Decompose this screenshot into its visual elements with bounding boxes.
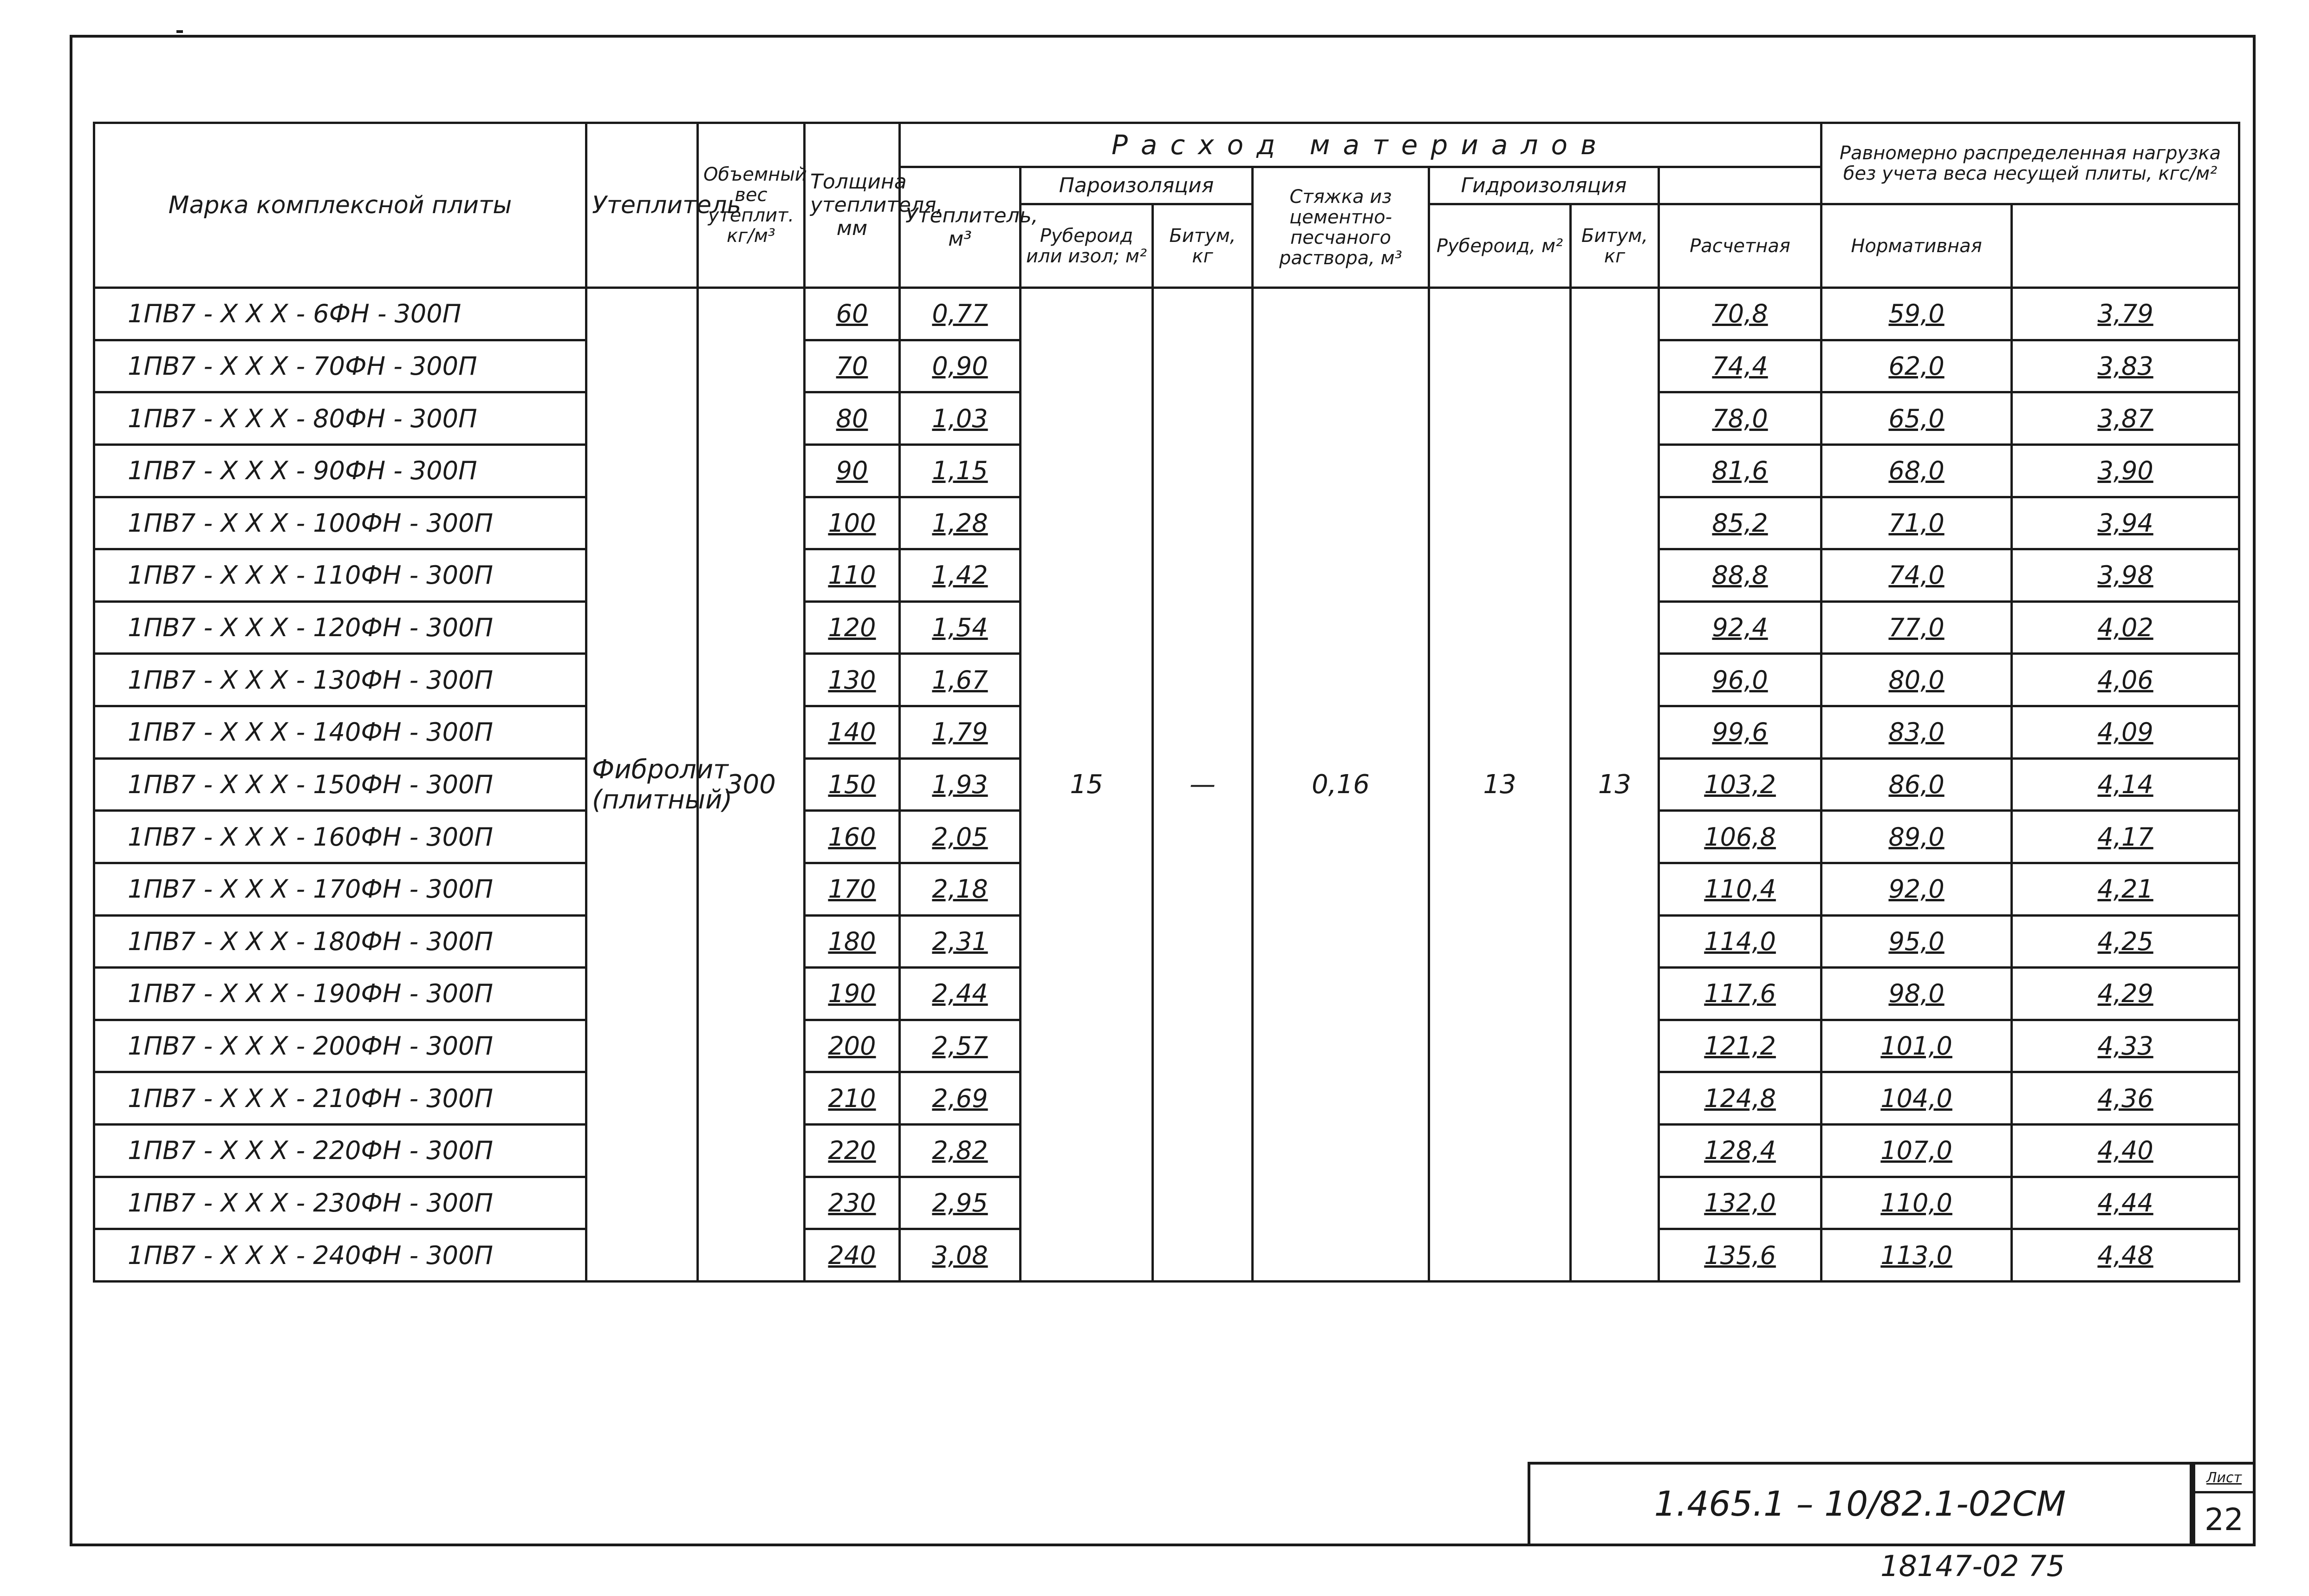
drawing-code: 1.465.1 – 10/82.1-02СМ bbox=[1528, 1462, 2192, 1546]
insulation-thickness: 120 bbox=[805, 601, 900, 654]
load-calc: 106,8 bbox=[1659, 811, 1821, 863]
plate-mass: 4,06 bbox=[2012, 654, 2239, 706]
insulation-volume: 2,18 bbox=[900, 863, 1021, 915]
plate-mass: 4,25 bbox=[2012, 915, 2239, 968]
load-norm: 77,0 bbox=[1821, 601, 2012, 654]
plate-mark: 1ПВ7 - X X X - 70ФН - 300П bbox=[94, 340, 586, 392]
load-norm: 62,0 bbox=[1821, 340, 2012, 392]
plate-mass: 3,87 bbox=[2012, 392, 2239, 445]
load-norm: 86,0 bbox=[1821, 758, 2012, 811]
insulation-volume: 1,79 bbox=[900, 706, 1021, 759]
load-norm: 80,0 bbox=[1821, 654, 2012, 706]
plate-mass: 3,83 bbox=[2012, 340, 2239, 392]
header-wp-roll: Рубероид, м² bbox=[1429, 204, 1571, 288]
header-density: Объемный вес утеплит. кг/м³ bbox=[698, 123, 805, 288]
insulation-thickness: 60 bbox=[805, 288, 900, 340]
insulation-volume: 2,69 bbox=[900, 1072, 1021, 1125]
insulation-volume: 1,54 bbox=[900, 601, 1021, 654]
insulation-volume: 2,95 bbox=[900, 1177, 1021, 1229]
load-calc: 103,2 bbox=[1659, 758, 1821, 811]
load-calc: 114,0 bbox=[1659, 915, 1821, 968]
load-norm: 95,0 bbox=[1821, 915, 2012, 968]
plate-mark: 1ПВ7 - X X X - 130ФН - 300П bbox=[94, 654, 586, 706]
load-norm: 83,0 bbox=[1821, 706, 2012, 759]
insulation-thickness: 110 bbox=[805, 549, 900, 602]
sheet-number: 22 bbox=[2205, 1502, 2244, 1537]
plate-mass: 4,48 bbox=[2012, 1229, 2239, 1282]
plate-mark: 1ПВ7 - X X X - 6ФН - 300П bbox=[94, 288, 586, 340]
table-row bbox=[94, 288, 2239, 340]
header-load-norm: Нормативная bbox=[1821, 204, 2012, 288]
insulation-thickness: 90 bbox=[805, 444, 900, 497]
plate-mass: 4,14 bbox=[2012, 758, 2239, 811]
wp-roll: 13 bbox=[1429, 288, 1571, 1282]
insulation-thickness: 170 bbox=[805, 863, 900, 915]
insulation-thickness: 150 bbox=[805, 758, 900, 811]
insulation-thickness: 180 bbox=[805, 915, 900, 968]
plate-mass: 4,40 bbox=[2012, 1125, 2239, 1177]
corner-mark bbox=[176, 30, 183, 33]
insulation-thickness: 190 bbox=[805, 968, 900, 1020]
sheet-label: Лист bbox=[2195, 1465, 2253, 1493]
insulation-thickness: 70 bbox=[805, 340, 900, 392]
load-calc: 85,2 bbox=[1659, 497, 1821, 549]
load-calc: 92,4 bbox=[1659, 601, 1821, 654]
insulation-volume: 2,44 bbox=[900, 968, 1021, 1020]
load-norm: 89,0 bbox=[1821, 811, 2012, 863]
header-screed: Стяжка из цементно-песчаного раствора, м³ bbox=[1253, 167, 1429, 288]
insulation-volume: 1,03 bbox=[900, 392, 1021, 445]
plate-mass: 4,17 bbox=[2012, 811, 2239, 863]
header-mark: Марка комплексной плиты bbox=[94, 123, 586, 288]
load-norm: 68,0 bbox=[1821, 444, 2012, 497]
plate-mass: 4,02 bbox=[2012, 601, 2239, 654]
insulation-density: 300 bbox=[698, 288, 805, 1282]
plate-mark: 1ПВ7 - X X X - 170ФН - 300П bbox=[94, 863, 586, 915]
header-vapor-bitumen: Битум, кг bbox=[1153, 204, 1253, 288]
header-insul-volume: Утеплитель, м³ bbox=[900, 167, 1021, 288]
load-norm: 71,0 bbox=[1821, 497, 2012, 549]
load-calc: 96,0 bbox=[1659, 654, 1821, 706]
plate-mass: 4,09 bbox=[2012, 706, 2239, 759]
plate-mass: 4,21 bbox=[2012, 863, 2239, 915]
load-calc: 135,6 bbox=[1659, 1229, 1821, 1282]
insulation-volume: 0,77 bbox=[900, 288, 1021, 340]
plate-mark: 1ПВ7 - X X X - 240ФН - 300П bbox=[94, 1229, 586, 1282]
sheet-number-block bbox=[2192, 1462, 2256, 1546]
insulation-thickness: 140 bbox=[805, 706, 900, 759]
header-load-calc: Расчетная bbox=[1659, 204, 1821, 288]
vapor-roll: 15 bbox=[1021, 288, 1153, 1282]
load-calc: 99,6 bbox=[1659, 706, 1821, 759]
insulation-volume: 3,08 bbox=[900, 1229, 1021, 1282]
load-calc: 70,8 bbox=[1659, 288, 1821, 340]
plate-mark: 1ПВ7 - X X X - 100ФН - 300П bbox=[94, 497, 586, 549]
header-thickness: Толщина утеплителя, мм bbox=[805, 123, 900, 288]
load-norm: 65,0 bbox=[1821, 392, 2012, 445]
plate-mark: 1ПВ7 - X X X - 190ФН - 300П bbox=[94, 968, 586, 1020]
plate-mass: 3,79 bbox=[2012, 288, 2239, 340]
insulation-volume: 1,93 bbox=[900, 758, 1021, 811]
insulation-thickness: 240 bbox=[805, 1229, 900, 1282]
plate-mass: 3,94 bbox=[2012, 497, 2239, 549]
load-calc: 117,6 bbox=[1659, 968, 1821, 1020]
insulation-thickness: 220 bbox=[805, 1125, 900, 1177]
load-calc: 124,8 bbox=[1659, 1072, 1821, 1125]
materials-table bbox=[93, 122, 2240, 1283]
load-norm: 104,0 bbox=[1821, 1072, 2012, 1125]
plate-mark: 1ПВ7 - X X X - 90ФН - 300П bbox=[94, 444, 586, 497]
load-norm: 107,0 bbox=[1821, 1125, 2012, 1177]
header-insulation: Утеплитель bbox=[586, 123, 698, 288]
insulation-thickness: 100 bbox=[805, 497, 900, 549]
plate-mark: 1ПВ7 - X X X - 160ФН - 300П bbox=[94, 811, 586, 863]
insulation-volume: 1,42 bbox=[900, 549, 1021, 602]
plate-mass: 4,36 bbox=[2012, 1072, 2239, 1125]
load-norm: 74,0 bbox=[1821, 549, 2012, 602]
header-vapor: Пароизоляция bbox=[1021, 167, 1253, 204]
insulation-type: Фибролит (плитный) bbox=[586, 288, 698, 1282]
plate-mass: 4,33 bbox=[2012, 1020, 2239, 1072]
plate-mark: 1ПВ7 - X X X - 200ФН - 300П bbox=[94, 1020, 586, 1072]
load-calc: 74,4 bbox=[1659, 340, 1821, 392]
load-norm: 59,0 bbox=[1821, 288, 2012, 340]
plate-mark: 1ПВ7 - X X X - 120ФН - 300П bbox=[94, 601, 586, 654]
load-calc: 128,4 bbox=[1659, 1125, 1821, 1177]
insulation-thickness: 130 bbox=[805, 654, 900, 706]
insulation-thickness: 210 bbox=[805, 1072, 900, 1125]
vapor-bitumen: — bbox=[1153, 288, 1253, 1282]
wp-bitumen: 13 bbox=[1571, 288, 1659, 1282]
insulation-volume: 1,28 bbox=[900, 497, 1021, 549]
load-norm: 113,0 bbox=[1821, 1229, 2012, 1282]
insulation-volume: 1,67 bbox=[900, 654, 1021, 706]
load-calc: 78,0 bbox=[1659, 392, 1821, 445]
plate-mark: 1ПВ7 - X X X - 140ФН - 300П bbox=[94, 706, 586, 759]
load-calc: 121,2 bbox=[1659, 1020, 1821, 1072]
load-calc: 110,4 bbox=[1659, 863, 1821, 915]
plate-mark: 1ПВ7 - X X X - 180ФН - 300П bbox=[94, 915, 586, 968]
insulation-volume: 0,90 bbox=[900, 340, 1021, 392]
insulation-thickness: 200 bbox=[805, 1020, 900, 1072]
header-load: Равномерно распределенная нагрузка без учета веса несущей плиты, кгс/м² bbox=[1821, 123, 2239, 204]
insulation-thickness: 160 bbox=[805, 811, 900, 863]
plate-mark: 1ПВ7 - X X X - 220ФН - 300П bbox=[94, 1125, 586, 1177]
insulation-thickness: 230 bbox=[805, 1177, 900, 1229]
load-norm: 98,0 bbox=[1821, 968, 2012, 1020]
load-calc: 81,6 bbox=[1659, 444, 1821, 497]
plate-mark: 1ПВ7 - X X X - 210ФН - 300П bbox=[94, 1072, 586, 1125]
load-calc: 132,0 bbox=[1659, 1177, 1821, 1229]
screed-volume: 0,16 bbox=[1253, 288, 1429, 1282]
header-waterproof: Гидроизоляция bbox=[1429, 167, 1659, 204]
load-norm: 110,0 bbox=[1821, 1177, 2012, 1229]
insulation-volume: 2,82 bbox=[900, 1125, 1021, 1177]
insulation-volume: 2,31 bbox=[900, 915, 1021, 968]
plate-mark: 1ПВ7 - X X X - 80ФН - 300П bbox=[94, 392, 586, 445]
plate-mass: 4,44 bbox=[2012, 1177, 2239, 1229]
insulation-volume: 2,05 bbox=[900, 811, 1021, 863]
insulation-thickness: 80 bbox=[805, 392, 900, 445]
load-norm: 92,0 bbox=[1821, 863, 2012, 915]
header-wp-bitumen: Битум, кг bbox=[1571, 204, 1659, 288]
load-norm: 101,0 bbox=[1821, 1020, 2012, 1072]
plate-mark: 1ПВ7 - X X X - 150ФН - 300П bbox=[94, 758, 586, 811]
archive-number: 18147-02 75 bbox=[1880, 1549, 2065, 1583]
plate-mass: 3,90 bbox=[2012, 444, 2239, 497]
plate-mark: 1ПВ7 - X X X - 110ФН - 300П bbox=[94, 549, 586, 602]
insulation-volume: 2,57 bbox=[900, 1020, 1021, 1072]
plate-mark: 1ПВ7 - X X X - 230ФН - 300П bbox=[94, 1177, 586, 1229]
header-vapor-roll: Рубероид или изол; м² bbox=[1021, 204, 1153, 288]
plate-mass: 4,29 bbox=[2012, 968, 2239, 1020]
header-consumption: Расход материалов bbox=[900, 123, 1821, 167]
load-calc: 88,8 bbox=[1659, 549, 1821, 602]
insulation-volume: 1,15 bbox=[900, 444, 1021, 497]
plate-mass: 3,98 bbox=[2012, 549, 2239, 602]
